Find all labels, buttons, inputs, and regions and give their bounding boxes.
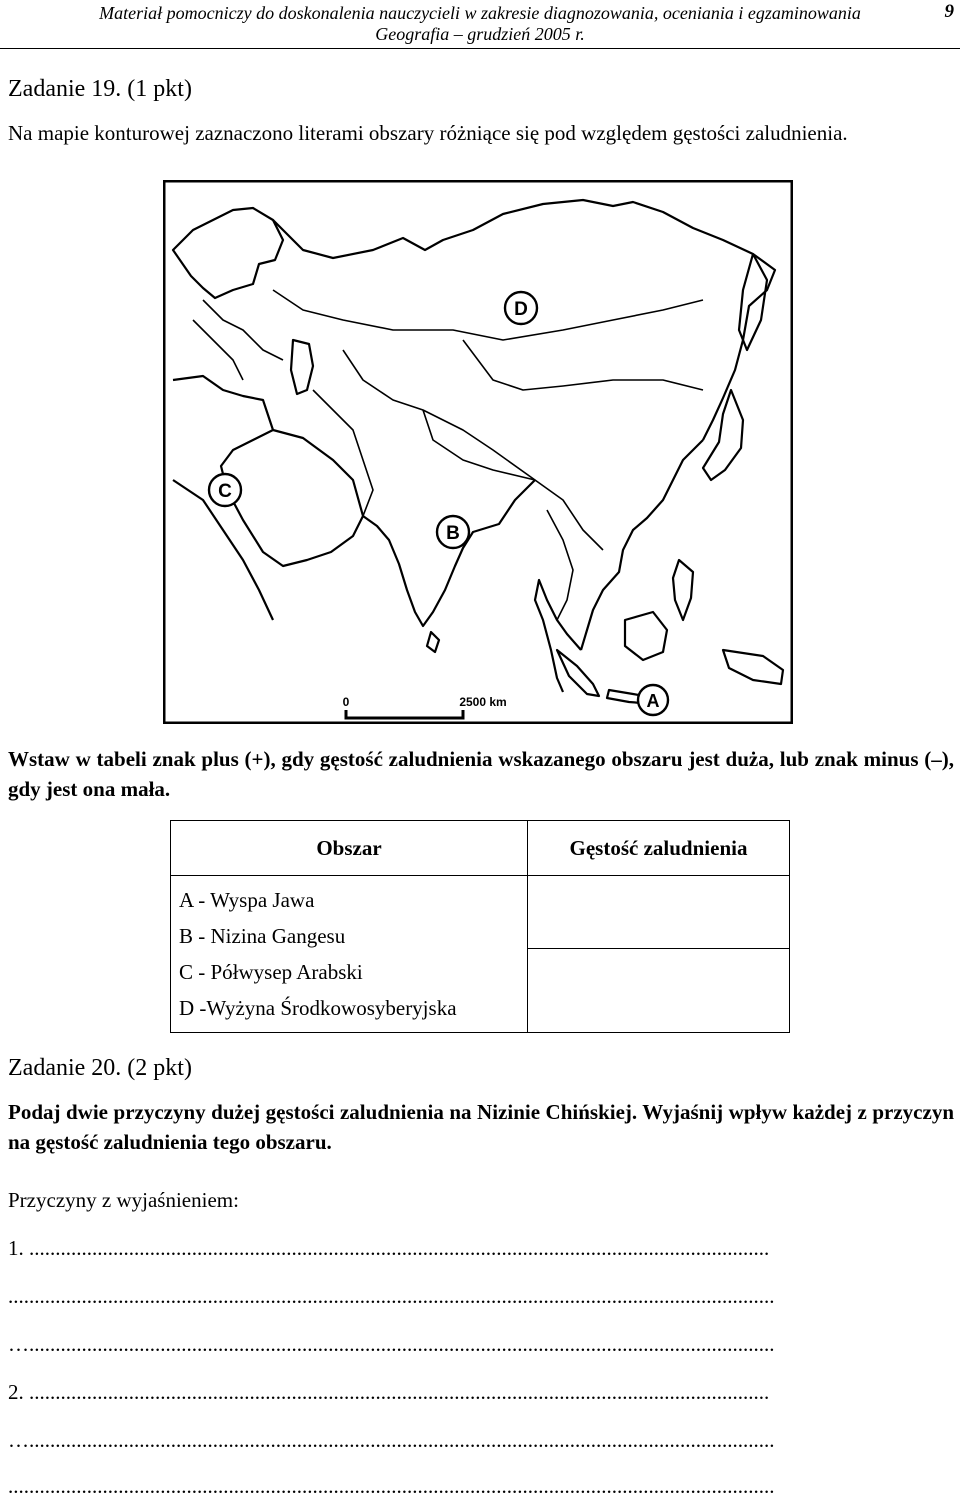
table-areas-cell xyxy=(171,876,528,1033)
task20-instruction: Podaj dwie przyczyny dużej gęstości zaludnienia na Nizinie Chińskiej. Wyjaśnij wpływ każdej z przyczyn na gęstość zaludnienia tego obszaru. xyxy=(8,1100,954,1154)
task19-instruction: Wstaw w tabeli znak plus (+), gdy gęstość zaludnienia wskazanego obszaru jest duża, lub znak minus (–), gdy jest ona mała. xyxy=(8,747,954,801)
map-frame xyxy=(164,181,792,723)
area-a: A - Wyspa Jawa xyxy=(179,888,315,912)
table-header-row xyxy=(171,821,790,876)
density-answer-cell-1[interactable] xyxy=(528,876,790,949)
area-c: C - Półwysep Arabski xyxy=(179,960,363,984)
density-answer-cell-2[interactable] xyxy=(528,949,790,1033)
answer-line-3[interactable]: ….............................................................................................................................................. xyxy=(8,1332,775,1356)
area-d: D -Wyżyna Środkowosyberyjska xyxy=(179,996,457,1020)
task19-intro: Na mapie konturowej zaznaczono literami obszary różniące się pod względem gęstości zaludnienia. xyxy=(8,121,848,145)
marker-a-label: A xyxy=(646,691,660,711)
answer-line-5[interactable]: ….............................................................................................................................................. xyxy=(8,1428,775,1452)
answer-line-2[interactable]: .................................................................................................................................................. xyxy=(8,1284,775,1308)
table-row xyxy=(171,876,790,949)
marker-b-label: B xyxy=(446,523,460,544)
task20-title: Zadanie 20. (2 pkt) xyxy=(8,1055,192,1081)
density-table xyxy=(170,820,790,1033)
header-divider xyxy=(0,48,960,49)
header-title: Materiał pomocniczy do doskonalenia nauczycieli w zakresie diagnozowania, oceniania i egzaminowania xyxy=(99,3,861,23)
header-subtitle: Geografia – grudzień 2005 r. xyxy=(375,24,585,44)
table-header-density: Gęstość zaludnienia xyxy=(528,821,790,876)
answer-line-6[interactable]: .................................................................................................................................................. xyxy=(8,1474,775,1498)
task19-title: Zadanie 19. (1 pkt) xyxy=(8,76,192,102)
scale-distance: 2500 km xyxy=(459,695,507,709)
page-number: 9 xyxy=(944,1,954,22)
answer-label: Przyczyny z wyjaśnieniem: xyxy=(8,1188,239,1212)
answer-line-4[interactable]: 2. ............................................................................................................................................. xyxy=(8,1380,770,1404)
contour-map xyxy=(163,180,793,724)
scale-zero: 0 xyxy=(342,695,350,709)
table-header-area: Obszar xyxy=(171,821,528,876)
marker-d-label: D xyxy=(514,299,528,320)
answer-line-1[interactable]: 1. ............................................................................................................................................. xyxy=(8,1236,770,1260)
asia-map-svg xyxy=(163,180,793,724)
marker-c-label: C xyxy=(218,481,232,502)
area-b: B - Nizina Gangesu xyxy=(179,924,346,948)
